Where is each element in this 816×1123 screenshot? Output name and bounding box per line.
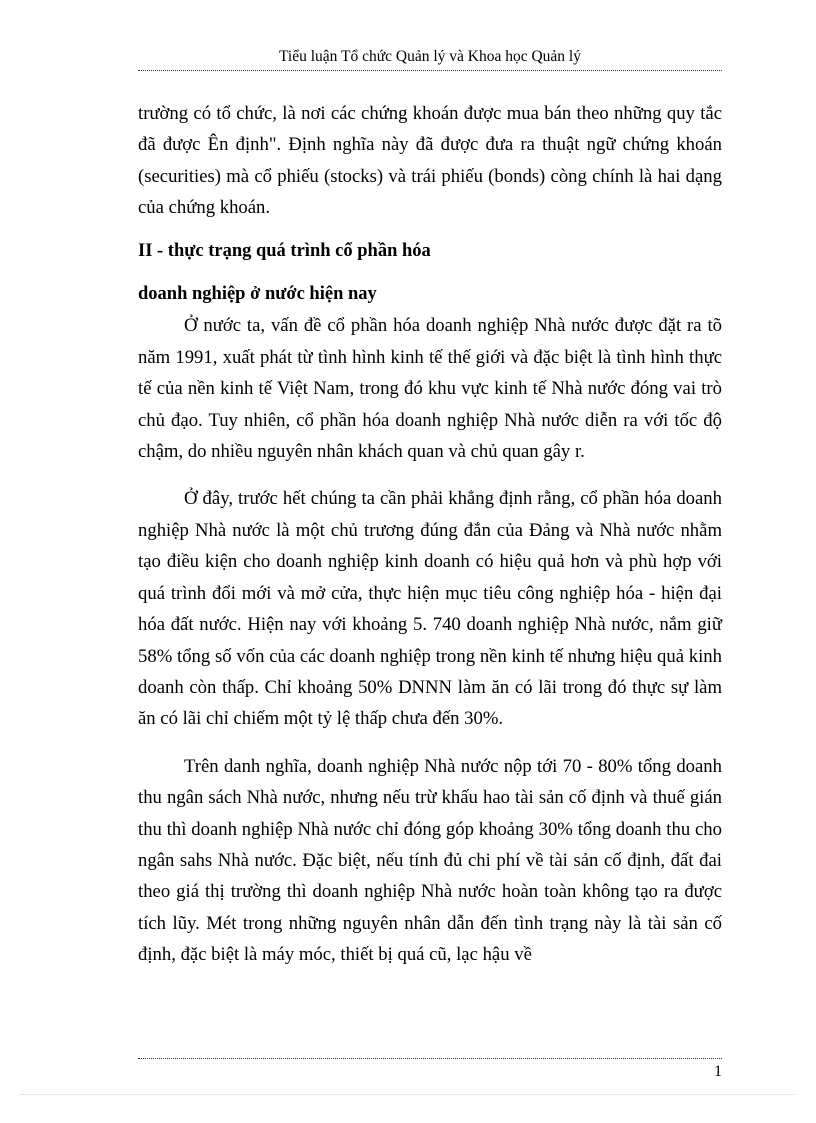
- header-divider: [138, 70, 722, 71]
- body-paragraph: Ở nước ta, vấn đề cổ phần hóa doanh nghiệp Nhà nước được đặt ra tõ năm 1991, xuất phát từ tình hình kinh tế thế giới và đặc biệt là tình hình thực tế của nền kinh tế Việt Nam, trong đó khu vực kinh tế Nhà nước đóng vai trò chủ đạo. Tuy nhiên, cổ phần hóa doanh nghiệp Nhà nước diễn ra với tốc độ chậm, do nhiều nguyên nhân khách quan và chủ quan gây r.: [138, 315, 722, 463]
- body-paragraph: Trên danh nghĩa, doanh nghiệp Nhà nước nộp tới 70 - 80% tổng doanh thu ngân sách Nhà nước, nhưng nếu trừ khấu hao tài sản cố định và thuế gián thu thì doanh nghiệp Nhà nước chỉ đóng góp khoảng 30% tổng doanh thu cho ngân sahs Nhà nước. Đặc biệt, nếu tính đủ chi phí về tài sản cố định, đất đai theo giá thị trường thì doanh nghiệp Nhà nước hoàn toàn không tạo ra được tích lũy. Mét trong những nguyên nhân dẫn đến tình trạng này là tài sản cố định, đặc biệt là máy móc, thiết bị quá cũ, lạc hậu về: [138, 755, 722, 966]
- document-body: [138, 98, 722, 971]
- section-heading-line-1: II - thực trạng quá trình cổ phần hóa: [138, 240, 431, 261]
- section-heading-line-2: doanh nghiệp ở nước hiện nay: [138, 284, 377, 305]
- page-edge-divider: [20, 1094, 796, 1095]
- body-paragraph: trường có tổ chức, là nơi các chứng khoán được mua bán theo những quy tắc đã được Ên định". Định nghĩa này đã được đưa ra thuật ngữ chứng khoán (securities) mà cổ phiếu (stocks) và trái phiếu (bonds) còng chính là hai dạng của chứng khoán.: [138, 103, 722, 219]
- footer-divider: [138, 1058, 722, 1059]
- page-number: 1: [714, 1063, 722, 1080]
- page-header-title: Tiểu luận Tổ chức Quản lý và Khoa học Quản lý: [279, 48, 581, 65]
- body-paragraph: Ở đây, trước hết chúng ta cần phải khẳng định rằng, cổ phần hóa doanh nghiệp Nhà nước là một chủ trương đúng đắn của Đảng và Nhà nước nhằm tạo điều kiện cho doanh nghiệp kinh doanh có hiệu quả hơn và phù hợp với quá trình đổi mới và mở cửa, thực hiện mục tiêu công nghiệp hóa - hiện đại hóa đất nước. Hiện nay với khoảng 5. 740 doanh nghiệp Nhà nước, nắm giữ 58% tổng số vốn của các doanh nghiệp trong nền kinh tế nhưng hiệu quả kinh doanh còn thấp. Chỉ khoảng 50% DNNN làm ăn có lãi trong đó thực sự làm ăn có lãi chỉ chiếm một tỷ lệ thấp chưa đến 30%.: [138, 488, 722, 730]
